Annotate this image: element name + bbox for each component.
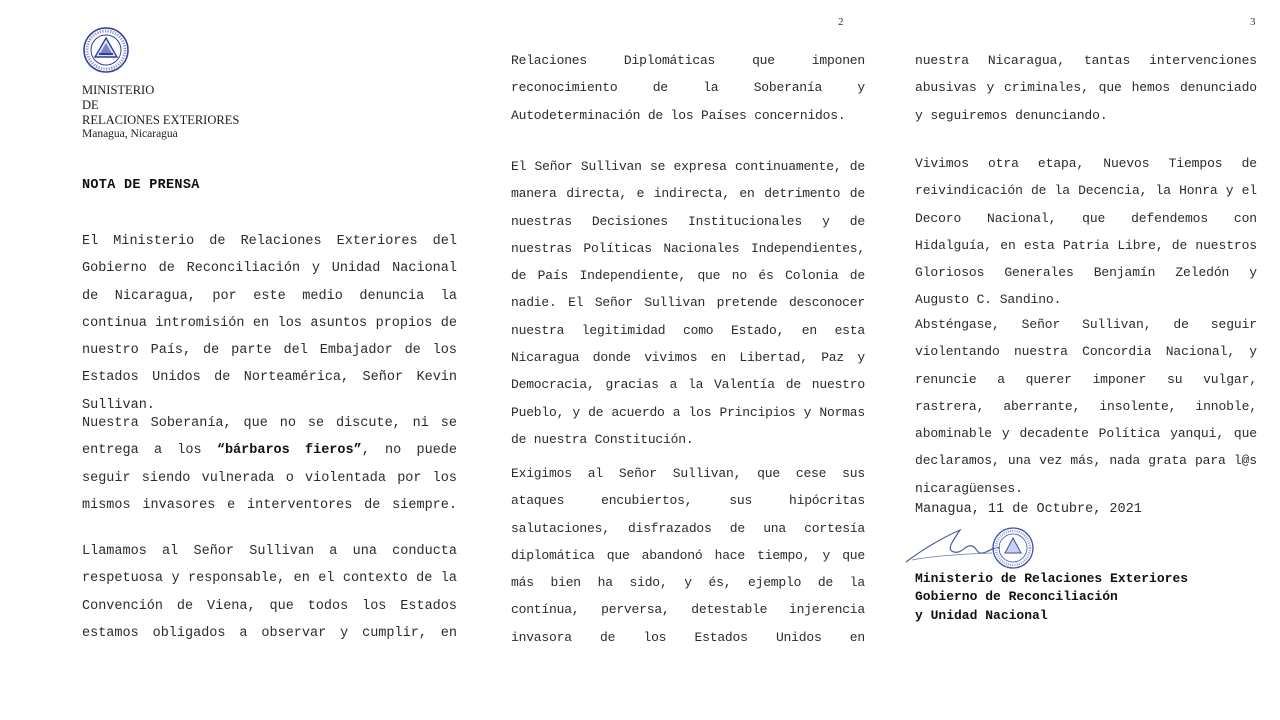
page1-paragraph-3: Llamamos al Señor Sullivan a una conducta respetuosa y responsable, en el contexto de la Convención de Viena, que todos los Estados estamos obligados a observar y cumplir, en — [82, 544, 457, 641]
page1-paragraph-1: El Ministerio de Relaciones Exteriores del Gobierno de Reconciliación y Unidad Nacional de Nicaragua, por este medio denuncia la continua intromisión en los asuntos propios de nuestro País, de parte del Embajador de los Estados Unidos de Norteamérica, Señor Kevin Sullivan. — [82, 234, 457, 413]
nicaragua-coat-of-arms-seal-icon — [82, 26, 130, 74]
page-1 — [0, 0, 478, 720]
letterhead-line-1: MINISTERIO — [82, 83, 155, 97]
page3-paragraph-2: Vivimos otra etapa, Nuevos Tiempos de reivindicación de la Decencia, la Honra y el Decoro Nacional, que defendemos con Hidalguía, en esta Patria Libre, de nuestros Gloriosos Generales Benjamín Zeledón y Augusto C. Sandino. — [915, 156, 1257, 308]
page-number: 2 — [838, 16, 844, 28]
paragraph-2-text-start: Nuestra Soberanía, que no se discute, ni se entrega a los — [82, 416, 457, 459]
page2-paragraph-3: Exigimos al Señor Sullivan, que cese sus ataques encubiertos, sus hipócritas salutaciones, disfrazados de una cortesía diplomática que abandonó hace tiempo, y que más bien ha sido, y és, ejemplo de la contínua, perversa, detestable injerencia invasora de los Estados Unidos en — [511, 466, 865, 645]
letterhead-line-2: DE — [82, 97, 99, 112]
quoted-phrase: “bárbaros fieros” — [216, 443, 362, 459]
letterhead-city: Managua, Nicaragua — [82, 128, 178, 141]
page3-paragraph-1: nuestra Nicaragua, tantas intervenciones abusivas y criminales, que hemos denunciado y seguiremos denunciando. — [915, 53, 1257, 123]
page3-paragraph-3: Absténgase, Señor Sullivan, de seguir violentando nuestra Concordia Nacional, y renuncie a querer imponer su vulgar, rastrera, aberrante, insolente, innoble, abominable y decadente Política yanqui, que declaramos, una vez más, nada grata para l@s nicaragüenses. — [915, 317, 1257, 496]
press-note-title: NOTA DE PRENSA — [82, 178, 200, 193]
signatory-line-2: Gobierno de Reconciliación — [915, 589, 1118, 605]
page-number: 3 — [1250, 16, 1256, 28]
paragraph-2-text-end: , no puede seguir siendo vulnerada o violentada por los mismos invasores e interventores de siempre. — [82, 443, 458, 513]
page-2 — [490, 0, 880, 720]
signature-block — [915, 570, 1188, 625]
letterhead-line-3: RELACIONES EXTERIORES — [82, 112, 240, 127]
signatory-line-1: Ministerio de Relaciones Exteriores — [915, 571, 1189, 586]
page-3 — [892, 0, 1280, 720]
page1-paragraph-2 — [82, 410, 457, 519]
document-date: Managua, 11 de Octubre, 2021 — [915, 502, 1142, 517]
ministry-letterhead — [82, 83, 239, 142]
page2-paragraph-1: Relaciones Diplomáticas que imponen reconocimiento de la Soberanía y Autodeterminación de los Países concernidos. — [511, 53, 865, 123]
signatory-line-3: y Unidad Nacional — [915, 607, 1048, 623]
page2-paragraph-2: El Señor Sullivan se expresa continuamente, de manera directa, e indirecta, en detrimento de nuestras Decisiones Institucionales y de nuestras Políticas Nacionales Independientes, de País Independiente, que no és Colonia de nadie. El Señor Sullivan pretende desconocer nuestra legitimidad como Estado, en esta Nicaragua donde vivimos en Libertad, Paz y Democracia, gracias a la Valentía de nuestro Pueblo, y de acuerdo a los Principios y Normas de nuestra Constitución. — [511, 159, 865, 447]
